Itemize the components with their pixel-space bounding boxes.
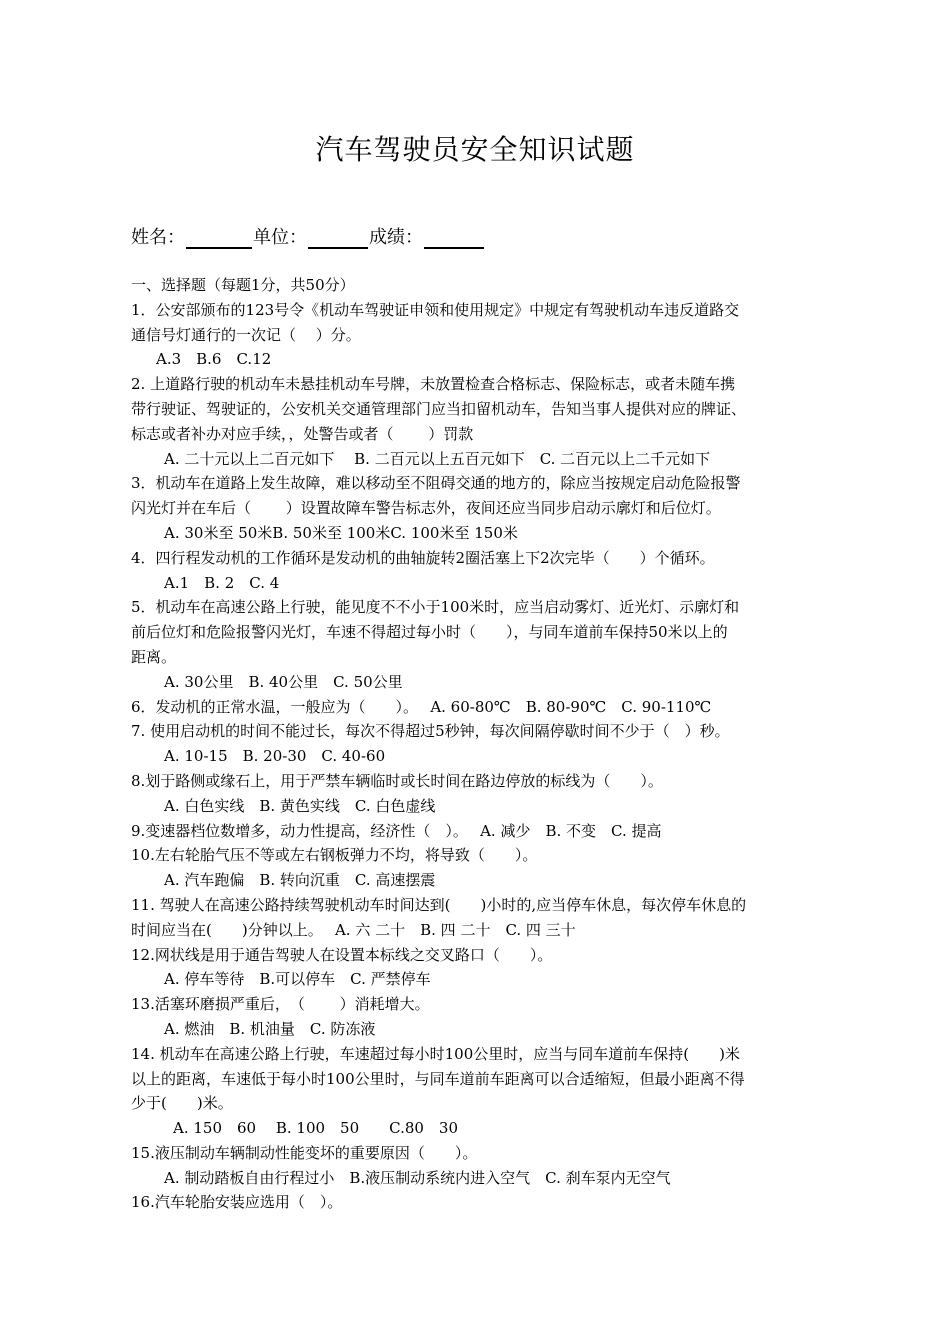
score-blank: [424, 229, 484, 249]
question-5-options: A. 30公里 B. 40公里 C. 50公里: [164, 672, 403, 691]
question-11-line-2: 时间应当在( )分钟以上。 A. 六 二十 B. 四 二十 C. 四 三十: [131, 920, 576, 939]
question-13-line-1: 13.活塞环磨损严重后， （ ）消耗增大。: [131, 995, 430, 1014]
question-5-line-2: 前后位灯和危险报警闪光灯，车速不得超过每小时（ ），与同车道前车保持50米以上的: [131, 623, 728, 642]
question-4-options: A.1 B. 2 C. 4: [164, 573, 280, 592]
score-label: 成绩：: [369, 227, 423, 248]
question-3-line-2: 闪光灯并在车后（ ）设置故障车警告标志外，夜间还应当同步启动示廓灯和后位灯。: [131, 499, 721, 518]
question-15-options: A. 制动踏板自由行程过小 B.液压制动系统内进入空气 C. 刹车泵内无空气: [164, 1168, 671, 1187]
question-8-line-1: 8.划于路侧或缘石上，用于严禁车辆临时或长时间在路边停放的标线为（ ）。: [131, 771, 663, 790]
question-14-line-3: 少于( )米。: [131, 1094, 233, 1113]
question-16-line-1: 16.汽车轮胎安装应选用（ ）。: [131, 1193, 343, 1212]
question-1-line-1: 1．公安部颁布的123号令《机动车驾驶证申领和使用规定》中规定有驾驶机动车违反道路交: [131, 300, 740, 319]
name-blank: [186, 229, 252, 249]
exam-title: 汽车驾驶员安全知识试题: [315, 133, 635, 166]
question-7-options: A. 10-15 B. 20-30 C. 40-60: [164, 747, 386, 766]
examinee-info-row: [131, 223, 485, 249]
question-14-line-1: 14. 机动车在高速公路上行驶，车速超过每小时100公里时，应当与同车道前车保持( )米: [131, 1044, 740, 1063]
question-12-line-1: 12.网状线是用于通告驾驶人在设置本标线之交叉路口（ ）。: [131, 945, 553, 964]
question-2-line-1: 2. 上道路行驶的机动车未悬挂机动车号牌，未放置检查合格标志、保险标志，或者未随车携: [131, 375, 736, 394]
name-label: 姓名：: [131, 227, 185, 248]
question-11-line-1: 11. 驾驶人在高速公路持续驾驶机动车时间达到( )小时的,应当停车休息，每次停车休息的: [131, 895, 747, 914]
question-4-line-1: 4．四行程发动机的工作循环是发动机的曲轴旋转2圈活塞上下2次完毕（ ）个循环。: [131, 548, 715, 567]
unit-label: 单位：: [253, 227, 307, 248]
question-14-options: A. 150 60 B. 100 50 C.80 30: [173, 1119, 459, 1138]
question-8-options: A. 白色实线 B. 黄色实线 C. 白色虚线: [164, 796, 436, 815]
unit-blank: [308, 229, 368, 249]
question-14-line-2: 以上的距离，车速低于每小时100公里时，与同车道前车距离可以合适缩短，但最小距离不得: [131, 1069, 745, 1088]
question-10-line-1: 10.左右轮胎气压不等或左右钢板弹力不均，将导致（ ）。: [131, 846, 538, 865]
section-heading: 一、选择题（每题1分，共50分）: [131, 276, 355, 294]
question-12-options: A. 停车等待 B.可以停车 C. 严禁停车: [164, 970, 431, 989]
question-1-options: A.3 B.6 C.12: [156, 350, 272, 369]
question-3-options: A. 30米至 50米B. 50米至 100米C. 100米至 150米: [164, 523, 518, 542]
question-10-options: A. 汽车跑偏 B. 转向沉重 C. 高速摆震: [164, 871, 436, 890]
question-1-line-2: 通信号灯通行的一次记（ ）分。: [131, 325, 361, 344]
question-2-line-2: 带行驶证、驾驶证的，公安机关交通管理部门应当扣留机动车，告知当事人提供对应的牌证、: [131, 399, 747, 418]
question-5-line-1: 5．机动车在高速公路上行驶，能见度不不小于100米时，应当启动雾灯、近光灯、示廓灯和: [131, 598, 740, 617]
question-7-line-1: 7. 使用启动机的时间不能过长，每次不得超过5秒钟，每次间隔停歇时间不少于（ ）秒。: [131, 722, 730, 741]
question-15-line-1: 15.液压制动车辆制动性能变坏的重要原因（ ）。: [131, 1143, 478, 1162]
question-6: 6．发动机的正常水温，一般应为（ ）。 A. 60-80℃ B. 80-90℃ C. 90-110℃: [131, 697, 712, 716]
question-2-options: A. 二十元以上二百元如下 B. 二百元以上五百元如下 C. 二百元以上二千元如下: [164, 449, 711, 468]
question-2-line-3: 标志或者补办对应手续，，处警告或者（ ）罚款: [131, 424, 474, 443]
question-3-line-1: 3．机动车在道路上发生故障，难以移动至不阻碍交通的地方的，除应当按规定启动危险报警: [131, 474, 741, 493]
question-5-line-3: 距离。: [131, 647, 177, 666]
question-list: [131, 273, 831, 1215]
question-13-options: A. 燃油 B. 机油量 C. 防冻液: [164, 1019, 376, 1038]
question-9: 9.变速器档位数增多，动力性提高，经济性（ ）。 A. 减少 B. 不变 C. 提高: [131, 821, 662, 840]
